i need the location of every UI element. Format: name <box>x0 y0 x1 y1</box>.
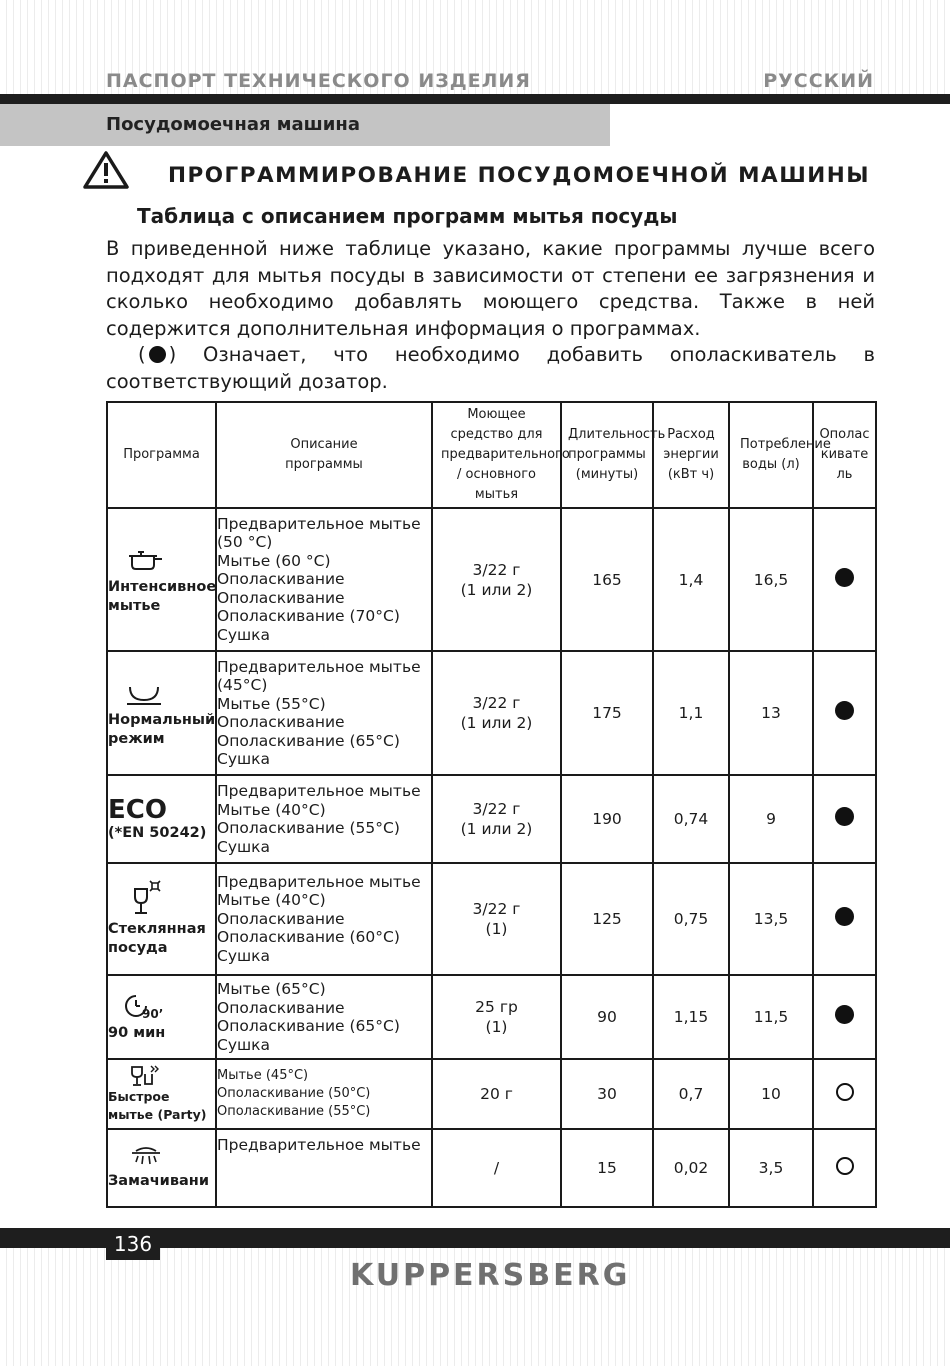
program-name: Замачивани <box>108 1172 209 1189</box>
rinse-cell <box>813 651 876 775</box>
description-cell: Мытье (45°С) Ополаскивание (50°С) Ополаскивание (55°С) <box>216 1059 432 1129</box>
water-cell: 10 <box>729 1059 813 1129</box>
filled-dot-icon <box>835 568 854 587</box>
header-divider <box>0 94 950 104</box>
energy-cell: 1,4 <box>653 508 729 651</box>
page-number: 136 <box>106 1228 160 1260</box>
rinse-cell <box>813 863 876 975</box>
program-name: Нормальный режим <box>108 712 216 747</box>
duration-cell: 15 <box>561 1129 653 1207</box>
detergent-cell: 20 г <box>432 1059 561 1129</box>
program-cell <box>107 863 216 975</box>
table-row <box>107 1129 876 1207</box>
header-detergent: Моющее средство для предварительного / основного мытья <box>432 402 561 508</box>
program-table <box>106 401 877 1208</box>
table-header-row <box>107 402 876 508</box>
energy-cell: 0,02 <box>653 1129 729 1207</box>
water-cell: 13 <box>729 651 813 775</box>
rinse-cell <box>813 1129 876 1207</box>
program-note: (*EN 50242) <box>108 824 207 841</box>
duration-cell: 30 <box>561 1059 653 1129</box>
program-cell <box>107 1059 216 1129</box>
program-cell <box>107 975 216 1059</box>
filled-dot-icon <box>149 346 166 363</box>
filled-dot-icon <box>835 807 854 826</box>
pot-icon <box>124 544 164 574</box>
warning-icon <box>82 150 130 190</box>
legend-text: ) Означает, что необходимо добавить ополаскиватель в соответствующий дозатор. <box>106 343 875 393</box>
header-energy: Расход энергии (кВт ч) <box>653 402 729 508</box>
water-cell: 3,5 <box>729 1129 813 1207</box>
description-cell: Предварительное мытье (45°С) Мытье (55°С) Ополаскивание Ополаскивание (65°С) Сушка <box>216 651 432 775</box>
water-cell: 16,5 <box>729 508 813 651</box>
detergent-cell: 3/22 г (1 или 2) <box>432 775 561 863</box>
detergent-cell: 3/22 г (1 или 2) <box>432 508 561 651</box>
glass-icon <box>124 880 164 916</box>
duration-cell: 190 <box>561 775 653 863</box>
program-cell <box>107 775 216 863</box>
header-description: Описание программы <box>216 402 432 508</box>
detergent-cell: 3/22 г (1 или 2) <box>432 651 561 775</box>
program-name: Интенсивное мытье <box>108 578 217 614</box>
duration-cell: 175 <box>561 651 653 775</box>
rinse-cell <box>813 975 876 1059</box>
program-name: 90 мин <box>108 1024 166 1041</box>
table-row <box>107 975 876 1059</box>
intro-text <box>106 236 875 395</box>
table-row <box>107 775 876 863</box>
program-name: Стеклянная посуда <box>108 921 206 956</box>
duration-cell: 125 <box>561 863 653 975</box>
description-cell: Предварительное мытье (50 °С) Мытье (60 °С) Ополаскивание Ополаскивание Ополаскивание (70°С) Сушка <box>216 508 432 651</box>
filled-dot-icon <box>835 1005 854 1024</box>
document-title: ПАСПОРТ ТЕХНИЧЕСКОГО ИЗДЕЛИЯ <box>106 70 531 92</box>
table-row <box>107 508 876 651</box>
bowl-icon <box>124 677 164 707</box>
header-water: Потребление воды (л) <box>729 402 813 508</box>
table-row <box>107 863 876 975</box>
rinse-cell <box>813 1059 876 1129</box>
energy-cell: 0,75 <box>653 863 729 975</box>
legend-open-paren: ( <box>138 343 146 366</box>
filled-dot-icon <box>835 907 854 926</box>
description-cell: Мытье (65°С) Ополаскивание Ополаскивание (65°С) Сушка <box>216 975 432 1059</box>
header-rinse-aid: Ополаскиватель <box>813 402 876 508</box>
legend-paragraph <box>106 342 875 395</box>
section-subtitle: Таблица с описанием программ мытья посуды <box>137 204 678 228</box>
language-label: РУССКИЙ <box>763 70 874 92</box>
energy-cell: 1,15 <box>653 975 729 1059</box>
header-duration: Длительность программы (минуты) <box>561 402 653 508</box>
table-row <box>107 651 876 775</box>
energy-cell: 0,7 <box>653 1059 729 1129</box>
filled-dot-icon <box>835 701 854 720</box>
svg-text:90’: 90’ <box>142 1006 164 1020</box>
water-cell: 9 <box>729 775 813 863</box>
program-cell <box>107 1129 216 1207</box>
program-name: ECO <box>108 794 167 825</box>
product-name: Посудомоечная машина <box>106 114 360 135</box>
detergent-cell: 3/22 г (1) <box>432 863 561 975</box>
product-band <box>0 104 610 146</box>
description-cell: Предварительное мытье Мытье (40°С) Ополаскивание (55°С) Сушка <box>216 775 432 863</box>
table-row <box>107 1059 876 1129</box>
detergent-cell: 25 гр (1) <box>432 975 561 1059</box>
energy-cell: 1,1 <box>653 651 729 775</box>
header-program: Программа <box>107 402 216 508</box>
soak-icon <box>128 1146 164 1170</box>
description-cell: Предварительное мытье <box>216 1129 432 1207</box>
intro-paragraph: В приведенной ниже таблице указано, какие программы лучше всего подходят для мытья посуды в зависимости от степени ее загрязнения и сколько необходимо добавлять моющего средства. Также в ней содержится дополнительная информация о программах. <box>106 237 875 340</box>
rinse-cell <box>813 508 876 651</box>
water-cell: 11,5 <box>729 975 813 1059</box>
empty-circle-icon <box>836 1157 854 1175</box>
empty-circle-icon <box>836 1083 854 1101</box>
program-cell <box>107 508 216 651</box>
program-cell <box>107 651 216 775</box>
description-cell: Предварительное мытье Мытье (40°С) Ополаскивание Ополаскивание (60°С) Сушка <box>216 863 432 975</box>
clock-90-icon <box>124 992 172 1020</box>
brand-logo: KUPPERSBERG <box>350 1258 631 1293</box>
duration-cell: 165 <box>561 508 653 651</box>
water-cell: 13,5 <box>729 863 813 975</box>
rinse-cell <box>813 775 876 863</box>
detergent-cell: / <box>432 1129 561 1207</box>
energy-cell: 0,74 <box>653 775 729 863</box>
party-icon <box>128 1064 164 1088</box>
duration-cell: 90 <box>561 975 653 1059</box>
section-title: ПРОГРАММИРОВАНИЕ ПОСУДОМОЕЧНОЙ МАШИНЫ <box>168 163 871 188</box>
program-name: Быстрое мытье (Party) <box>108 1089 207 1122</box>
